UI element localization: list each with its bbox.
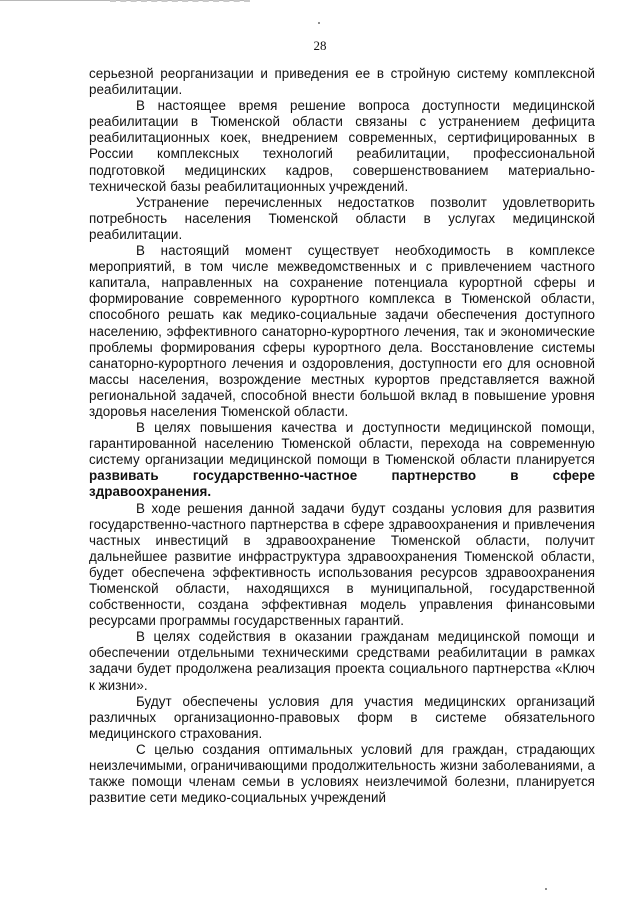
paragraph-8: Будут обеспечены условия для участия медицинских организаций различных организационно-правовых форм в системе обязательного медицинского страхования. [89, 693, 595, 741]
paragraph-2: В настоящее время решение вопроса доступности медицинской реабилитации в Тюменской области связаны с устранением дефицита реабилитационных коек, внедрением современных, сертифицированных в России комплексных технологий реабилитации, профессиональной подготовкой медицинских кадров, совершенствованием материально-технической базы реабилитационных учреждений. [89, 98, 595, 194]
scan-speck [545, 888, 547, 890]
paragraph-9: С целью создания оптимальных условий для граждан, страдающих неизлечимыми, ограничивающими продолжительность жизни заболеваниями, а также помощи членам семьи в условиях неизлечимой болезни, планируется развитие сети медико-социальных учреждений [89, 741, 595, 806]
paragraph-6: В ходе решения данной задачи будут созданы условия для развития государственно-частного партнерства в сфере здравоохранения и привлечения частных инвестиций в здравоохранение Тюменской области, получит дальнейшее развитие инфраструктура здравоохранения Тюменской области, будет обеспечена эффективность использования ресурсов здравоохранения Тюменской области, находящихся в муниципальной, государственной собственности, создана эффективная модель управления финансовыми ресурсами программы государственных гарантий. [89, 500, 595, 629]
scan-speck [318, 22, 320, 24]
scan-edge-dashes [110, 0, 250, 4]
paragraph-5 [89, 420, 595, 500]
paragraph-4: В настоящий момент существует необходимость в комплексе мероприятий, в том числе межведомственных и с привлечением частного капитала, направленных на сохранение потенциала курортной сферы и формирование современного курортного комплекса в Тюменской области, способного решать как медико-социальные задачи обеспечения доступного населению, эффективного санаторно-курортного лечения, так и экономические проблемы формирования сферы курортного дела. Восстановление системы санаторно-курортного лечения и оздоровления, доступности его для основной массы населения, возрождение местных курортов представляется важной региональной задачей, способной внести большой вклад в повышение уровня здоровья населения Тюменской области. [89, 243, 595, 419]
paragraph-1: серьезной реорганизации и приведения ее в стройную систему комплексной реабилитации. [89, 66, 595, 98]
paragraph-7: В целях содействия в оказании гражданам медицинской помощи и обеспечении отдельными техническими средствами реабилитации в рамках задачи будет продолжена реализация проекта социального партнерства «Ключ к жизни». [89, 629, 595, 693]
paragraph-5-text: В целях повышения качества и доступности медицинской помощи, гарантированной населению Тюменской области, перехода на современную систему организации медицинской помощи в Тюменской области планируется [89, 420, 595, 468]
paragraph-5-bold-text: развивать государственно-частное партнерство в сфере здравоохранения. [89, 468, 595, 500]
page-number: 28 [313, 38, 327, 53]
paragraph-3: Устранение перечисленных недостатков позволит удовлетворить потребность населения Тюменской области в услугах медицинской реабилитации. [89, 194, 595, 242]
body-text [89, 66, 595, 806]
